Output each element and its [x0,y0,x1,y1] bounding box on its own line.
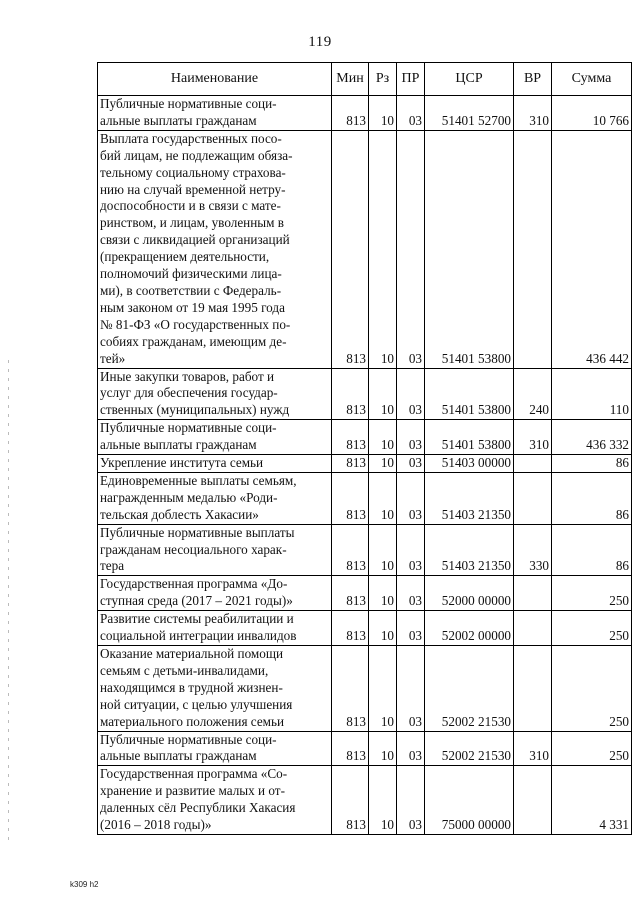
cell-vr: 310 [514,731,552,766]
cell-min: 813 [332,576,369,611]
cell-min: 813 [332,368,369,420]
cell-csr: 52000 00000 [425,576,514,611]
page-number: 119 [308,34,332,50]
cell-rz: 10 [369,420,397,455]
header-pr: ПР [397,63,425,96]
cell-rz: 10 [369,731,397,766]
cell-vr [514,455,552,473]
cell-vr: 330 [514,524,552,576]
cell-pr: 03 [397,766,425,835]
header-vr: ВР [514,63,552,96]
cell-min: 813 [332,524,369,576]
cell-vr: 310 [514,96,552,131]
cell-min: 813 [332,646,369,732]
cell-csr: 51401 53800 [425,420,514,455]
cell-min: 813 [332,96,369,131]
table-row [98,130,632,368]
cell-pr: 03 [397,731,425,766]
cell-vr [514,611,552,646]
cell-name: Публичные нормативные выплаты гражданам несоциального харак- тера [98,524,332,576]
header-sum: Сумма [552,63,632,96]
table-row [98,646,632,732]
cell-sum: 436 332 [552,420,632,455]
cell-pr: 03 [397,611,425,646]
table-row [98,368,632,420]
scan-edge-mark [8,360,9,840]
cell-name: Государственная программа «До- ступная среда (2017 – 2021 годы)» [98,576,332,611]
cell-pr: 03 [397,472,425,524]
cell-vr [514,646,552,732]
cell-min: 813 [332,130,369,368]
cell-name: Укрепление института семьи [98,455,332,473]
cell-sum: 86 [552,524,632,576]
cell-name: Государственная программа «Со- хранение и развитие малых и от- даленных сёл Республики Хакасия (2016 – 2018 годы)» [98,766,332,835]
cell-pr: 03 [397,646,425,732]
footer-code: k309 h2 [70,880,99,889]
cell-csr: 51401 53800 [425,130,514,368]
cell-name: Развитие системы реабилитации и социальной интеграции инвалидов [98,611,332,646]
cell-pr: 03 [397,420,425,455]
cell-sum: 4 331 [552,766,632,835]
cell-csr: 51401 53800 [425,368,514,420]
cell-rz: 10 [369,524,397,576]
cell-csr: 52002 00000 [425,611,514,646]
cell-pr: 03 [397,130,425,368]
cell-name: Выплата государственных посо- бий лицам, не подлежащим обяза- тельному социальному страхова- нию на случай временной нетру- доспособности и в связи с мате- ринством, и лицам, уволенным в связи с ликвидацией организаций (прекращением деятельности, полномочий физическими лица- ми), в соответствии с Федераль- ным законом от 19 мая 1995 года № 81-ФЗ «О государственных по- собиях гражданам, имеющим де- тей» [98,130,332,368]
header-row [98,63,632,96]
cell-min: 813 [332,455,369,473]
cell-vr: 240 [514,368,552,420]
table-row [98,524,632,576]
cell-pr: 03 [397,96,425,131]
cell-name: Публичные нормативные соци- альные выплаты гражданам [98,96,332,131]
cell-rz: 10 [369,368,397,420]
cell-sum: 86 [552,472,632,524]
cell-min: 813 [332,420,369,455]
cell-vr [514,130,552,368]
table-row [98,576,632,611]
cell-pr: 03 [397,576,425,611]
cell-rz: 10 [369,455,397,473]
cell-vr [514,472,552,524]
budget-table [97,62,632,835]
table-row [98,731,632,766]
cell-sum: 250 [552,576,632,611]
cell-name: Публичные нормативные соци- альные выплаты гражданам [98,731,332,766]
cell-vr [514,766,552,835]
table-row [98,455,632,473]
cell-rz: 10 [369,130,397,368]
cell-vr: 310 [514,420,552,455]
cell-name: Оказание материальной помощи семьям с детьми-инвалидами, находящимся в трудной жизнен- ной ситуации, с целью улучшения материального положения семьи [98,646,332,732]
cell-rz: 10 [369,96,397,131]
cell-csr: 51403 21350 [425,524,514,576]
cell-sum: 250 [552,731,632,766]
cell-min: 813 [332,611,369,646]
cell-sum: 250 [552,646,632,732]
header-name: Наименование [98,63,332,96]
cell-csr: 51403 00000 [425,455,514,473]
cell-name: Публичные нормативные соци- альные выплаты гражданам [98,420,332,455]
cell-csr: 75000 00000 [425,766,514,835]
cell-csr: 52002 21530 [425,646,514,732]
table-row [98,420,632,455]
cell-sum: 436 442 [552,130,632,368]
cell-rz: 10 [369,611,397,646]
cell-pr: 03 [397,524,425,576]
table-row [98,766,632,835]
cell-min: 813 [332,472,369,524]
cell-rz: 10 [369,472,397,524]
cell-rz: 10 [369,766,397,835]
cell-sum: 110 [552,368,632,420]
cell-name: Единовременные выплаты семьям, награжденным медалью «Роди- тельская доблесть Хакасии» [98,472,332,524]
cell-sum: 250 [552,611,632,646]
cell-name: Иные закупки товаров, работ и услуг для обеспечения государ- ственных (муниципальных) нужд [98,368,332,420]
header-min: Мин [332,63,369,96]
cell-rz: 10 [369,576,397,611]
cell-vr [514,576,552,611]
header-csr: ЦСР [425,63,514,96]
cell-csr: 51403 21350 [425,472,514,524]
cell-sum: 10 766 [552,96,632,131]
cell-min: 813 [332,766,369,835]
header-rz: Рз [369,63,397,96]
cell-min: 813 [332,731,369,766]
cell-sum: 86 [552,455,632,473]
cell-csr: 52002 21530 [425,731,514,766]
cell-pr: 03 [397,455,425,473]
cell-pr: 03 [397,368,425,420]
table-row [98,96,632,131]
cell-csr: 51401 52700 [425,96,514,131]
cell-rz: 10 [369,646,397,732]
table-row [98,472,632,524]
table-row [98,611,632,646]
